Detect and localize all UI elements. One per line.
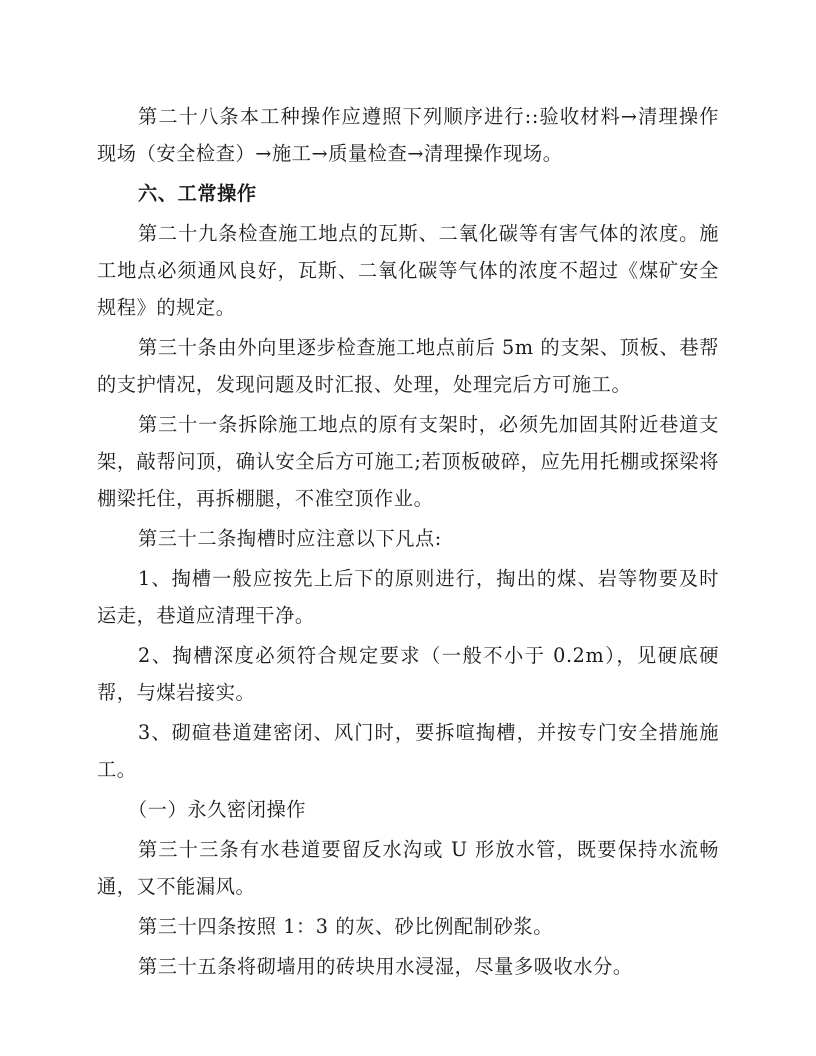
article-32-item-2: 2、掏槽深度必须符合规定要求（一般不小于 0.2m），见硬底硬帮，与煤岩接实。 bbox=[97, 644, 719, 704]
subsection-heading-permanent-seal: （一）永久密闭操作 bbox=[128, 798, 307, 821]
article-30: 第三十条由外向里逐步检查施工地点前后 5m 的支架、顶板、巷帮的支护情况，发现问题及时汇报、处理，处理完后方可施工。 bbox=[97, 336, 719, 396]
article-28: 第二十八条本工种操作应遵照下列顺序进行::验收材料→清理操作现场（安全检查）→施工→质量检查→清理操作现场。 bbox=[97, 105, 719, 165]
article-32-item-1: 1、掏槽一般应按先上后下的原则进行，掏出的煤、岩等物要及时运走，巷道应清理干净。 bbox=[97, 567, 719, 627]
article-33: 第三十三条有水巷道要留反水沟或 U 形放水管，既要保持水流畅通，又不能漏风。 bbox=[97, 838, 719, 898]
article-35: 第三十五条将砌墙用的砖块用水浸湿，尽量多吸收水分。 bbox=[138, 955, 633, 978]
article-31: 第三十一条拆除施工地点的原有支架时，必须先加固其附近巷道支架，敲帮问顶，确认安全后方可施工;若顶板破碎，应先用托棚或探梁将棚梁托住，再拆棚腿，不准空顶作业。 bbox=[97, 413, 719, 510]
section-heading-normal-operations: 六、工常操作 bbox=[138, 182, 257, 205]
article-34: 第三十四条按照 1：3 的灰、砂比例配制砂浆。 bbox=[138, 915, 553, 938]
article-32-item-3: 3、砌碹巷道建密闭、风门时，要拆喧掏槽，并按专门安全措施施工。 bbox=[97, 721, 719, 781]
article-32: 第三十二条掏槽时应注意以下凡点: bbox=[138, 527, 442, 550]
document-page bbox=[97, 98, 719, 988]
article-29: 第二十九条检查施工地点的瓦斯、二氧化碳等有害气体的浓度。施工地点必须通风良好，瓦斯、二氧化碳等气体的浓度不超过《煤矿安全规程》的规定。 bbox=[97, 222, 719, 319]
